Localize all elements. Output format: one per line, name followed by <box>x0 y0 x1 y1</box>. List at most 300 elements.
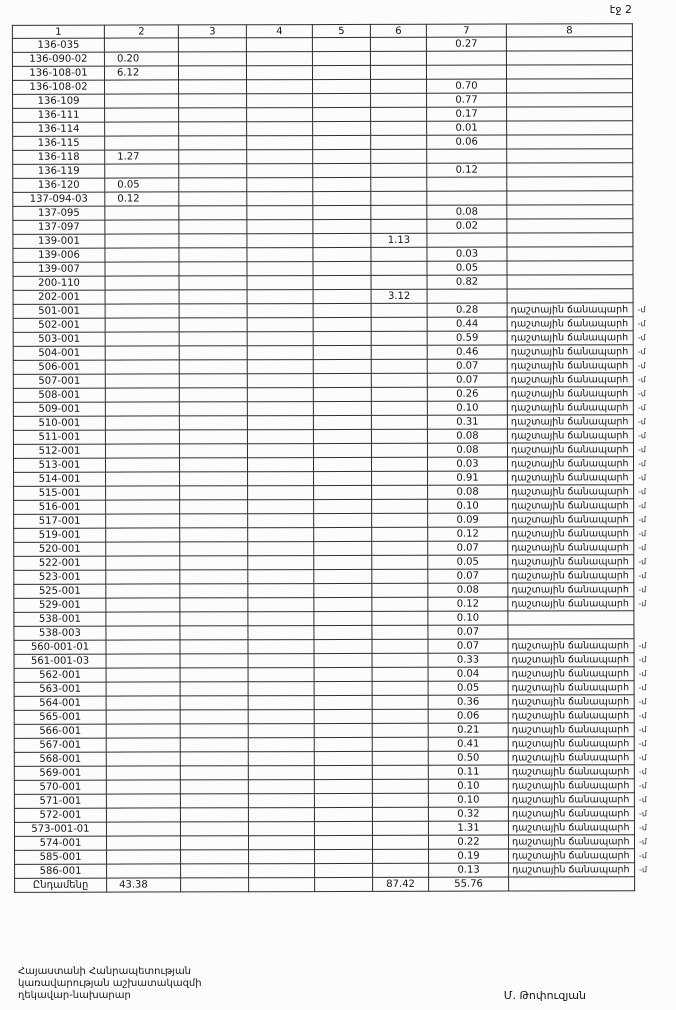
cell-col5 <box>314 471 372 485</box>
margin-mark: -մ <box>638 697 647 707</box>
cell-col5 <box>314 569 372 583</box>
cell-col5 <box>313 443 371 457</box>
cell-col4 <box>247 178 313 192</box>
footer <box>18 966 586 1002</box>
cell-col7 <box>426 51 506 65</box>
cell-col8: դաշտային ճանապարհ <box>508 835 634 849</box>
cell-col4 <box>247 234 313 248</box>
cell-col3 <box>179 388 247 402</box>
cell-col7: 0.07 <box>427 359 507 373</box>
cell-col3 <box>179 318 247 332</box>
cell-col2 <box>104 38 178 52</box>
cell-col1: 512-001 <box>13 444 105 458</box>
cell-col6 <box>372 569 428 583</box>
cell-col8: դաշտային ճանապարհ <box>508 737 634 751</box>
cell-col3 <box>179 332 247 346</box>
cell-col1: 136-111 <box>13 108 105 122</box>
cell-col8: դաշտային ճանապարհ <box>508 583 634 597</box>
margin-mark: -մ <box>638 669 647 679</box>
margin-mark <box>633 79 663 93</box>
cell-col2 <box>105 444 179 458</box>
cell-col2 <box>106 598 180 612</box>
cell-col6 <box>372 513 428 527</box>
cell-col4 <box>248 542 314 556</box>
cell-col7: 0.03 <box>427 247 507 261</box>
cell-col5 <box>313 303 371 317</box>
cell-col8 <box>507 79 633 93</box>
cell-col7: 0.82 <box>427 275 507 289</box>
cell-col1: 136-119 <box>13 164 105 178</box>
cell-col1: 502-001 <box>13 318 105 332</box>
cell-col7: 0.12 <box>428 597 508 611</box>
cell-col2 <box>105 374 179 388</box>
cell-col5 <box>313 205 371 219</box>
cell-col6 <box>371 93 427 107</box>
cell-col8: դաշտային ճանապարհ <box>508 765 634 779</box>
cell-col7: 0.08 <box>428 485 508 499</box>
cell-col4 <box>248 696 314 710</box>
cell-col2 <box>106 738 180 752</box>
margin-mark: -մ <box>638 501 647 511</box>
cell-col4 <box>248 626 314 640</box>
cell-col4 <box>247 346 313 360</box>
cell-col3 <box>181 864 249 878</box>
cell-col1: 513-001 <box>13 458 105 472</box>
cell-col3 <box>180 836 248 850</box>
cell-col2 <box>106 612 180 626</box>
cell-col7: 0.04 <box>428 667 508 681</box>
cell-col3 <box>180 822 248 836</box>
cell-col8 <box>507 107 633 121</box>
cell-col7: 0.10 <box>428 793 508 807</box>
cell-col7: 0.07 <box>428 639 508 653</box>
cell-col8 <box>507 219 633 233</box>
col-header-3: 3 <box>178 25 246 38</box>
cell-col3 <box>180 808 248 822</box>
cell-col4 <box>248 556 314 570</box>
cell-col1: 562-001 <box>14 668 106 682</box>
cell-col1: 568-001 <box>14 752 106 766</box>
margin-mark: -մ <box>638 543 647 553</box>
cell-col3 <box>179 94 247 108</box>
cell-col2 <box>106 500 180 514</box>
cell-col3 <box>179 304 247 318</box>
cell-col5 <box>313 191 371 205</box>
cell-col6 <box>372 709 428 723</box>
cell-col2 <box>106 766 180 780</box>
cell-col7: 0.08 <box>427 205 507 219</box>
cell-col1: 139-007 <box>13 262 105 276</box>
cell-col4 <box>248 500 314 514</box>
cell-col6 <box>372 471 428 485</box>
cell-col2 <box>106 808 180 822</box>
cell-col7: 0.13 <box>429 863 509 877</box>
cell-col2 <box>105 416 179 430</box>
cell-col1: 560-001-01 <box>14 640 106 654</box>
cell-col6 <box>371 107 427 121</box>
margin-mark: -մ <box>638 683 647 693</box>
cell-col7: 0.08 <box>428 583 508 597</box>
cell-col4 <box>248 486 314 500</box>
cell-col2 <box>106 556 180 570</box>
cell-col7: 0.59 <box>427 331 507 345</box>
cell-col6 <box>372 723 428 737</box>
cell-col1: 202-001 <box>13 290 105 304</box>
col-header-8: 8 <box>506 24 632 37</box>
cell-col5 <box>313 373 371 387</box>
cell-col5 <box>314 597 372 611</box>
cell-col6 <box>372 583 428 597</box>
cell-col2 <box>106 752 180 766</box>
cell-col7: 0.41 <box>428 737 508 751</box>
cell-col1: 522-001 <box>14 556 106 570</box>
cell-col1: 571-001 <box>14 794 106 808</box>
cell-col5 <box>313 247 371 261</box>
cell-col3 <box>180 570 248 584</box>
margin-mark: -մ <box>638 599 647 609</box>
cell-col5 <box>314 499 372 513</box>
cell-col6 <box>372 821 428 835</box>
cell-col1: 509-001 <box>13 402 105 416</box>
cell-col2 <box>106 724 180 738</box>
cell-col5 <box>313 121 371 135</box>
cell-col8 <box>508 625 634 639</box>
cell-col8 <box>506 65 632 79</box>
cell-col8 <box>507 261 633 275</box>
margin-mark: -մ <box>639 865 648 875</box>
cell-col7: 0.50 <box>428 751 508 765</box>
cell-col4 <box>248 738 314 752</box>
margin-mark: -մ <box>638 487 647 497</box>
cell-col1: 561-001-03 <box>14 654 106 668</box>
margin-mark <box>634 625 664 639</box>
cell-col7: 0.27 <box>426 37 506 51</box>
cell-col2 <box>106 710 180 724</box>
cell-col5 <box>313 387 371 401</box>
cell-col3 <box>180 626 248 640</box>
footer-line-2: կառավարության աշխատակազմի <box>18 978 202 989</box>
cell-col5 <box>314 625 372 639</box>
cell-col3 <box>180 738 248 752</box>
cell-col2 <box>106 794 180 808</box>
cell-col6 <box>371 359 427 373</box>
cell-col8 <box>507 135 633 149</box>
cell-col4 <box>247 430 313 444</box>
cell-col8: դաշտային ճանապարհ <box>508 527 634 541</box>
cell-col2: 0.05 <box>105 178 179 192</box>
cell-col6 <box>371 163 427 177</box>
cell-col1: 574-001 <box>14 836 106 850</box>
cell-col4 <box>247 444 313 458</box>
cell-col5 <box>314 513 372 527</box>
signature: Մ. Թոփուզյան <box>503 989 586 1002</box>
total-row <box>15 877 665 893</box>
cell-col2 <box>106 696 180 710</box>
cell-col5 <box>313 93 371 107</box>
cell-col3 <box>180 766 248 780</box>
cell-col1: 139-006 <box>13 248 105 262</box>
cell-col3 <box>179 178 247 192</box>
cell-col1: 510-001 <box>13 416 105 430</box>
cell-col6 <box>370 65 426 79</box>
cell-col6 <box>372 499 428 513</box>
cell-col8: դաշտային ճանապարհ <box>508 821 634 835</box>
cell-col5 <box>314 667 372 681</box>
margin-mark: -մ <box>637 431 646 441</box>
cell-col5 <box>314 681 372 695</box>
cell-col8: դաշտային ճանապարհ <box>508 513 634 527</box>
margin-mark: -մ <box>638 767 647 777</box>
cell-col6 <box>371 275 427 289</box>
cell-col7: 0.77 <box>427 93 507 107</box>
cell-col1: 511-001 <box>13 430 105 444</box>
cell-col2 <box>105 248 179 262</box>
margin-mark: -մ <box>638 585 647 595</box>
cell-col7: 1.31 <box>428 821 508 835</box>
cell-col4 <box>248 682 314 696</box>
cell-col5 <box>313 289 371 303</box>
cell-col3 <box>179 192 247 206</box>
cell-col8: դաշտային ճանապարհ <box>507 415 633 429</box>
cell-col4 <box>246 66 312 80</box>
cell-col1: 136-118 <box>13 150 105 164</box>
cell-col3 <box>179 290 247 304</box>
cell-col8 <box>506 37 632 51</box>
cell-col3 <box>179 430 247 444</box>
cell-col7: 0.32 <box>428 807 508 821</box>
cell-col8 <box>508 611 634 625</box>
cell-col7: 0.44 <box>427 317 507 331</box>
cell-col2 <box>106 640 180 654</box>
cell-col3 <box>180 542 248 556</box>
cell-col2 <box>105 388 179 402</box>
cell-col4 <box>247 192 313 206</box>
margin-mark <box>633 247 663 261</box>
cell-col4 <box>247 374 313 388</box>
cell-col5 <box>312 37 370 51</box>
cell-col1: 517-001 <box>14 514 106 528</box>
margin-mark <box>633 289 663 303</box>
col-header-1: 1 <box>12 25 104 38</box>
cell-col5 <box>312 51 370 65</box>
cell-col4 <box>248 654 314 668</box>
cell-col4 <box>248 640 314 654</box>
cell-col7: 0.46 <box>427 345 507 359</box>
cell-col7: 0.31 <box>427 415 507 429</box>
cell-col6 <box>370 51 426 65</box>
margin-mark <box>633 261 663 275</box>
cell-col2 <box>105 276 179 290</box>
margin-mark: -մ <box>637 347 646 357</box>
cell-col8: դաշտային ճանապարհ <box>508 807 634 821</box>
cell-col4 <box>247 136 313 150</box>
cell-col2 <box>105 318 179 332</box>
cell-col3 <box>178 38 246 52</box>
cell-col3 <box>179 360 247 374</box>
cell-col2 <box>105 430 179 444</box>
cell-col4 <box>248 570 314 584</box>
cell-col5 <box>313 415 371 429</box>
col-header-5: 5 <box>312 24 370 37</box>
margin-mark: -մ <box>638 655 647 665</box>
cell-col3 <box>179 164 247 178</box>
cell-col6 <box>371 79 427 93</box>
cell-col4 <box>248 794 314 808</box>
cell-col1: 564-001 <box>14 696 106 710</box>
margin-mark: -մ <box>638 795 647 805</box>
cell-col7: 0.12 <box>427 163 507 177</box>
cell-col8: դաշտային ճանապարհ <box>508 751 634 765</box>
cell-col7 <box>427 177 507 191</box>
margin-mark: -մ <box>637 305 646 315</box>
margin-mark: -մ <box>637 417 646 427</box>
data-table <box>12 23 665 893</box>
cell-col5 <box>313 429 371 443</box>
cell-col7: 0.03 <box>427 457 507 471</box>
cell-col6 <box>372 835 428 849</box>
cell-col4 <box>247 108 313 122</box>
cell-col5 <box>314 555 372 569</box>
cell-col6 <box>371 205 427 219</box>
cell-col6 <box>371 331 427 345</box>
cell-col3 <box>179 402 247 416</box>
cell-col5 <box>314 723 372 737</box>
cell-col2 <box>105 458 179 472</box>
cell-col4 <box>247 248 313 262</box>
cell-col4 <box>249 864 315 878</box>
cell-col4 <box>248 836 314 850</box>
cell-col1: 567-001 <box>14 738 106 752</box>
cell-col2: 6.12 <box>104 66 178 80</box>
margin-mark: -մ <box>638 837 647 847</box>
cell-col2 <box>106 542 180 556</box>
cell-col6 <box>372 485 428 499</box>
cell-col7: 0.09 <box>428 513 508 527</box>
cell-col1: 563-001 <box>14 682 106 696</box>
cell-col8: դաշտային ճանապարհ <box>508 695 634 709</box>
cell-col2 <box>105 164 179 178</box>
cell-col5 <box>314 821 372 835</box>
margin-col-header <box>632 24 662 37</box>
cell-col2: 0.20 <box>104 52 178 66</box>
cell-col6 <box>371 121 427 135</box>
cell-col4 <box>247 262 313 276</box>
cell-col5 <box>314 709 372 723</box>
margin-mark: -մ <box>639 851 648 861</box>
cell-col7: 0.07 <box>428 625 508 639</box>
cell-col1: 503-001 <box>13 332 105 346</box>
page-number-label: էջ 2 <box>609 3 632 16</box>
cell-col5 <box>314 807 372 821</box>
cell-col1: 569-001 <box>14 766 106 780</box>
cell-col4 <box>248 752 314 766</box>
cell-col8: դաշտային ճանապարհ <box>507 303 633 317</box>
cell-col3 <box>179 206 247 220</box>
cell-col5 <box>314 527 372 541</box>
cell-col2 <box>107 850 181 864</box>
cell-col8: դաշտային ճանապարհ <box>508 485 634 499</box>
cell-col8: դաշտային ճանապարհ <box>508 667 634 681</box>
col-header-7: 7 <box>426 24 506 37</box>
cell-col3 <box>180 514 248 528</box>
cell-col4 <box>247 388 313 402</box>
cell-col4 <box>247 220 313 234</box>
cell-col1: 136-114 <box>13 122 105 136</box>
cell-col2 <box>105 234 179 248</box>
cell-col3 <box>180 472 248 486</box>
cell-col2 <box>105 80 179 94</box>
total-empty-cell <box>181 878 249 892</box>
cell-col5 <box>314 695 372 709</box>
cell-col3 <box>180 780 248 794</box>
cell-col1: 136-035 <box>12 38 104 52</box>
cell-col8: դաշտային ճանապարհ <box>508 723 634 737</box>
cell-col6 <box>371 373 427 387</box>
cell-col5 <box>313 177 371 191</box>
cell-col6 <box>372 807 428 821</box>
cell-col3 <box>179 444 247 458</box>
cell-col1: 519-001 <box>14 528 106 542</box>
cell-col2 <box>106 626 180 640</box>
cell-col1: 136-108-01 <box>12 66 104 80</box>
cell-col6 <box>371 149 427 163</box>
cell-col4 <box>247 458 313 472</box>
total-col6-value: 87.42 <box>373 877 429 891</box>
total-label: Ընդամենը <box>15 878 107 892</box>
cell-col5 <box>313 401 371 415</box>
cell-col2 <box>107 864 181 878</box>
col-header-6: 6 <box>370 24 426 37</box>
cell-col5 <box>313 163 371 177</box>
cell-col7: 0.05 <box>428 681 508 695</box>
cell-col8: դաշտային ճանապարհ <box>508 499 634 513</box>
cell-col5 <box>313 331 371 345</box>
cell-col2 <box>106 780 180 794</box>
cell-col8: դաշտային ճանապարհ <box>509 863 635 877</box>
cell-col6 <box>371 247 427 261</box>
cell-col7: 0.36 <box>428 695 508 709</box>
cell-col6 <box>372 653 428 667</box>
cell-col6 <box>371 345 427 359</box>
cell-col5 <box>313 317 371 331</box>
cell-col1: 136-109 <box>13 94 105 108</box>
cell-col8: դաշտային ճանապարհ <box>508 653 634 667</box>
cell-col4 <box>248 668 314 682</box>
cell-col1: 200-110 <box>13 276 105 290</box>
cell-col3 <box>179 248 247 262</box>
margin-mark <box>633 93 663 107</box>
cell-col4 <box>247 206 313 220</box>
cell-col2 <box>105 360 179 374</box>
cell-col5 <box>313 359 371 373</box>
cell-col7: 0.10 <box>428 611 508 625</box>
cell-col4 <box>247 318 313 332</box>
cell-col6 <box>371 415 427 429</box>
cell-col7: 0.26 <box>427 387 507 401</box>
cell-col5 <box>314 835 372 849</box>
cell-col1: 525-001 <box>14 584 106 598</box>
cell-col1: 137-097 <box>13 220 105 234</box>
cell-col4 <box>248 598 314 612</box>
cell-col1: 572-001 <box>14 808 106 822</box>
cell-col3 <box>179 262 247 276</box>
cell-col6 <box>371 219 427 233</box>
cell-col2 <box>106 514 180 528</box>
cell-col1: 506-001 <box>13 360 105 374</box>
cell-col7: 0.05 <box>428 555 508 569</box>
cell-col2 <box>105 220 179 234</box>
cell-col8: դաշտային ճանապարհ <box>507 317 633 331</box>
